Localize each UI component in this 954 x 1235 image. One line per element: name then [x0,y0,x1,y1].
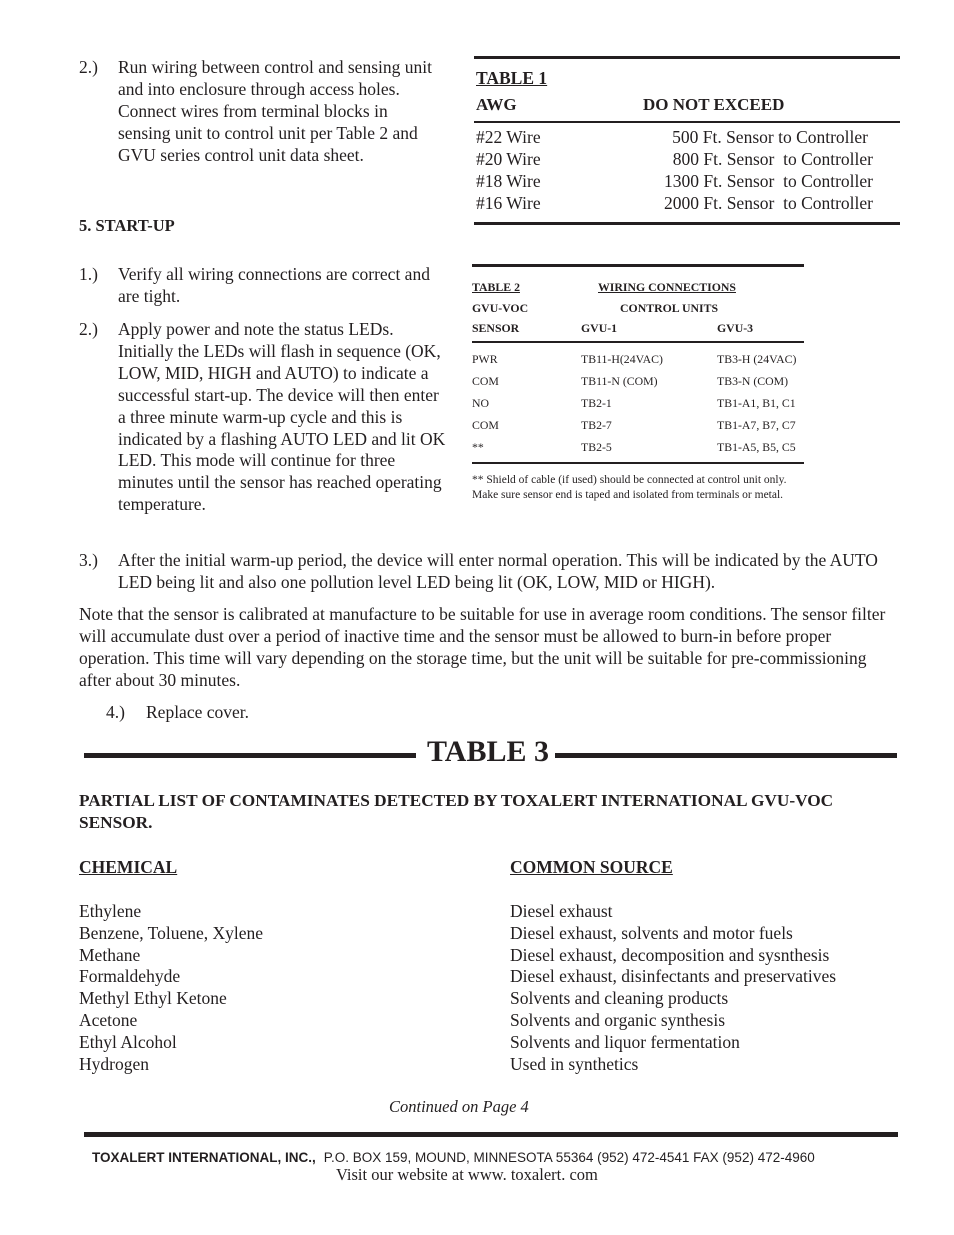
table-2-title: TABLE 2 [472,280,520,294]
source-cell: Diesel exhaust [510,901,613,921]
source-cell: Used in synthetics [510,1054,639,1074]
chemical-cell: Benzene, Toluene, Xylene [79,923,264,943]
step-number: 3.) [79,550,98,570]
table-2-bottom-rule [472,462,804,464]
step-number: 2.) [79,57,98,77]
source-cell: Solvents and organic synthesis [510,1010,726,1030]
table-1-header-rule [474,121,900,123]
table-cell: TB2-5 [581,440,612,454]
chemical-cell: Methyl Ethyl Ketone [79,988,227,1008]
step-text: Apply power and note the status LEDs. Initially the LEDs will flash in sequence (OK, LOW, MID, HIGH and AUTO) to indicate a successful start-up. The device will then enter a three minute warm-up cycle and this is indicated by a flashing AUTO LED and lit OK LED. This mode will continue for three minutes until the sensor has reached operating temperature. [118,319,446,515]
continued-note: Continued on Page 4 [389,1097,529,1116]
chemical-cell: Hydrogen [79,1054,149,1074]
source-cell: Diesel exhaust, solvents and motor fuels [510,923,793,943]
table-cell: TB3-N (COM) [717,374,789,388]
table-cell: TB3-H (24VAC) [717,352,797,366]
table-2-note-line1: ** Shield of cable (if used) should be connected at control unit only. [472,474,787,486]
footer-rule [84,1132,898,1137]
table-row: #20 Wire [476,149,541,169]
table-row: #16 Wire [476,193,541,213]
table-2-subtitle: WIRING CONNECTIONS [598,280,736,294]
table-cell: TB2-7 [581,418,612,432]
table-1-title: TABLE 1 [476,68,548,88]
step-number: 1.) [79,264,98,284]
note-paragraph: Note that the sensor is calibrated at manufacture to be suitable for use in average room conditions. The sensor filter will accumulate dust over a period of inactive time and the sensor must be allowed to burn-in before proper operation. This time will vary depending on the storage time, but the unit will be suitable for pre-commissioning after about 30 minutes. [79,604,886,690]
table-2-top-rule [472,264,804,267]
table-1-header-limit: DO NOT EXCEED [643,95,785,114]
chemical-cell: Acetone [79,1010,138,1030]
table-2-header-sensor-line2: SENSOR [472,321,520,335]
table-2-header-sensor-line1: GVU-VOC [472,301,529,315]
step-text: After the initial warm-up period, the device will enter normal operation. This will be indicated by the AUTO LED being lit and also one pollution level LED being lit (OK, LOW, MID or HIGH). [118,550,878,592]
footer-address: P.O. BOX 159, MOUND, MINNESOTA 55364 (952) 472-4541 FAX (952) 472-4960 [323,1150,815,1165]
table-cell: 1300 Ft. Sensor to Controller [663,171,873,191]
table-1-bottom-rule [474,222,900,225]
chemical-cell: Ethyl Alcohol [79,1032,177,1052]
source-cell: Diesel exhaust, disinfectants and preservatives [510,966,837,986]
table-2-header-gvu1: GVU-1 [581,321,618,335]
table-2-group-header: CONTROL UNITS [620,301,719,315]
table-3-title: TABLE 3 [427,735,549,768]
table-2-header-rule [472,341,804,343]
table-cell: 2000 Ft. Sensor to Controller [663,193,873,213]
table-3-left-rule [84,753,416,758]
table-cell: TB11-N (COM) [581,374,658,388]
table-cell: ** [472,440,484,454]
chemical-cell: Formaldehyde [79,966,181,986]
chemical-cell: Methane [79,945,141,965]
footer-website: Visit our website at www. toxalert. com [336,1165,598,1184]
table-3-intro: PARTIAL LIST OF CONTAMINATES DETECTED BY TOXALERT INTERNATIONAL GVU-VOC SENSOR. [79,791,834,832]
section-heading-startup: 5. START-UP [79,216,175,235]
table-cell: TB11-H(24VAC) [581,352,663,366]
step-text: Replace cover. [146,702,250,722]
table-row: #22 Wire [476,127,541,147]
source-cell: Solvents and cleaning products [510,988,729,1008]
source-cell: Diesel exhaust, decomposition and sysnthesis [510,945,830,965]
source-cell: Solvents and liquor fermentation [510,1032,740,1052]
step-text: Verify all wiring connections are correct and are tight. [118,264,430,306]
step-number: 4.) [106,702,125,722]
footer-company: TOXALERT INTERNATIONAL, INC., [92,1150,316,1165]
table-cell: NO [472,396,490,410]
table-cell: COM [472,374,499,388]
table-cell: TB1-A5, B5, C5 [717,440,796,454]
table-cell: TB2-1 [581,396,612,410]
table-cell: TB1-A7, B7, C7 [717,418,796,432]
table-3-header-chemical: CHEMICAL [79,857,178,877]
table-cell: COM [472,418,499,432]
table-cell: 500 Ft. Sensor to Controller [672,127,868,147]
table-2-header-gvu3: GVU-3 [717,321,754,335]
table-cell: PWR [472,352,498,366]
table-2-note-line2: Make sure sensor end is taped and isolated from terminals or metal. [472,489,784,501]
chemical-cell: Ethylene [79,901,142,921]
table-cell: 800 Ft. Sensor to Controller [672,149,873,169]
table-row: #18 Wire [476,171,541,191]
table-3-right-rule [555,753,897,758]
step-number: 2.) [79,319,98,339]
step-text: Run wiring between control and sensing unit and into enclosure through access holes. Connect wires from terminal blocks in sensing unit to control unit per Table 2 and GVU series control unit data sheet. [118,57,432,165]
table-3-header-source: COMMON SOURCE [510,857,673,877]
table-cell: TB1-A1, B1, C1 [717,396,796,410]
table-1-header-awg: AWG [476,95,517,114]
table-1-top-rule [474,56,900,59]
